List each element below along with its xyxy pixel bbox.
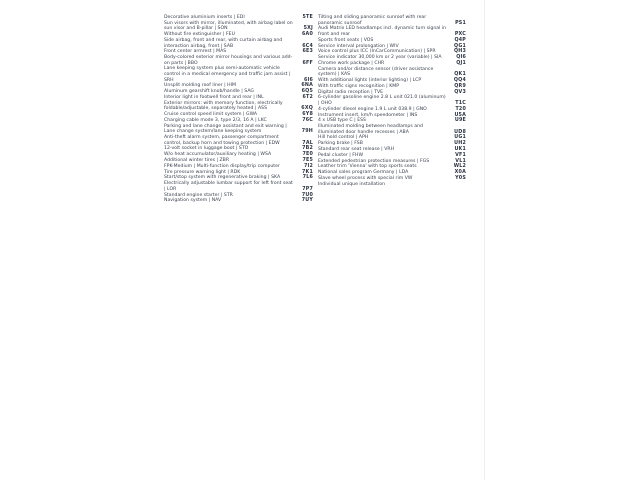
equipment-code: PS1 <box>455 20 466 26</box>
equipment-description: Side airbag, front and rear, with curtain airbag and interaction airbag, front | SAB <box>164 37 283 49</box>
equipment-code: 7L6 <box>302 175 313 181</box>
equipment-description: Leather trim 'Vienna' with top sports seats <box>318 164 417 170</box>
equipment-item <box>164 112 313 118</box>
equipment-code: 6XQ <box>301 106 313 112</box>
equipment-description: Front center armrest | MAS <box>164 49 227 55</box>
equipment-description: Aluminum gearshift knob/handle | SAG <box>164 89 254 95</box>
equipment-description: Voice control plus ICC (InCarCommunication) | SPR <box>318 49 436 55</box>
equipment-code: X0A <box>454 170 466 176</box>
equipment-code: 7UY <box>301 198 313 204</box>
equipment-code: 5TE <box>302 15 313 20</box>
equipment-item <box>318 153 466 159</box>
equipment-description: Electrically adjustable lumbar support for left front seat | LOR <box>164 181 293 192</box>
equipment-item <box>318 38 466 44</box>
equipment-item <box>318 141 466 147</box>
equipment-description: Hill hold control | APH <box>318 135 369 141</box>
equipment-description: Standard rear seat release | VRH <box>318 147 395 153</box>
equipment-description: Without fire extinguisher | FEU <box>164 32 235 38</box>
equipment-description: 12-volt socket in luggage boot | STO <box>164 146 249 152</box>
equipment-description: With additional lights (interior lighting) | LCP <box>318 78 422 84</box>
equipment-code: 6Q5 <box>301 89 313 95</box>
equipment-code: T1C <box>455 100 466 106</box>
equipment-item <box>164 21 313 32</box>
equipment-code: UD8 <box>454 129 466 135</box>
equipment-code: 7E0 <box>302 152 313 158</box>
equipment-code: 7AL <box>302 140 313 146</box>
equipment-code: 7I2 <box>303 163 313 169</box>
equipment-description: Pedal cluster | FHW <box>318 152 364 158</box>
equipment-item <box>164 124 313 135</box>
equipment-description: Individual unique installation <box>318 181 386 187</box>
equipment-item <box>164 152 313 158</box>
equipment-code: VL1 <box>455 158 466 164</box>
equipment-code: QR9 <box>454 83 466 89</box>
equipment-description: 4-cylinder diesel engine 1.9 L unit 038.9 | GNO <box>318 106 427 112</box>
equipment-item <box>164 181 313 192</box>
equipment-code: 7K1 <box>302 169 313 175</box>
equipment-code: UH2 <box>454 141 466 147</box>
equipment-description: Standard engine starter | STR <box>164 192 233 198</box>
equipment-description: National sales program Germany | LDA <box>318 170 409 176</box>
equipment-description: Parking brake | FSB <box>318 141 363 147</box>
equipment-description: Instrument insert, km/h speedometer | INS <box>318 112 418 118</box>
equipment-description: Audi Matrix LED headlamps incl. dynamic turn signal in front and rear <box>318 26 447 37</box>
equipment-item <box>318 67 466 78</box>
equipment-description: Extended pedestrian protection measures | FGS <box>318 158 430 164</box>
equipment-description: Interior light in footwell front and rear | INL <box>164 95 264 100</box>
equipment-code: U9E <box>454 118 466 124</box>
equipment-description: Slave wheel process with special rim VW <box>318 175 413 181</box>
equipment-code: 6T2 <box>302 95 313 100</box>
equipment-code: U5A <box>454 112 466 118</box>
equipment-code: Y0S <box>455 175 466 181</box>
equipment-code: 6NA <box>301 83 313 89</box>
equipment-item <box>164 135 313 146</box>
equipment-item <box>164 66 313 83</box>
equipment-description: Unsplit molding roof liner | HIM <box>164 83 236 89</box>
equipment-description: Anti-theft alarm system, passenger compartment control, backup horn and towing protection | EDW <box>164 135 280 146</box>
equipment-description: Tilting and sliding panoramic sunroof with rear panoramic sunroof <box>318 15 427 26</box>
equipment-code: QV3 <box>454 89 466 95</box>
equipment-list-right <box>318 15 466 188</box>
equipment-code: 7E5 <box>302 158 313 164</box>
equipment-item <box>318 15 466 26</box>
equipment-code: WL2 <box>453 164 466 170</box>
equipment-item <box>318 55 466 61</box>
equipment-description: 4 x USB type C | ESS <box>318 118 366 124</box>
equipment-code: 76C <box>302 117 313 123</box>
equipment-description: Cruise control speed limit system | GWA <box>164 112 258 118</box>
equipment-code: QH3 <box>453 49 466 55</box>
equipment-code: 7U0 <box>301 192 313 198</box>
equipment-code: VF1 <box>455 152 466 158</box>
equipment-code: 6I6 <box>303 77 313 83</box>
equipment-description: Additional winter tires | ZBR <box>164 158 230 164</box>
equipment-code: 79H <box>301 129 313 135</box>
equipment-description: Tire pressure warning light | RDK <box>164 169 241 175</box>
equipment-description: Chrome work package | CHR <box>318 60 385 66</box>
equipment-description: Illuminated molding between headlamps and illuminated door handle recesses | ABA <box>318 124 423 135</box>
equipment-code: UG1 <box>454 135 466 141</box>
equipment-code: QI6 <box>456 55 466 61</box>
equipment-item <box>164 89 313 95</box>
equipment-description: Service indicator 30,000 km or 2 year (variable) | SIA <box>318 55 442 61</box>
equipment-item <box>164 164 313 170</box>
equipment-description: Sports front seats | VOS <box>318 37 374 43</box>
equipment-description: FPK-Medium | Multi-function display/trip computer <box>164 163 280 169</box>
equipment-item <box>318 147 466 153</box>
equipment-description: Service interval prolongation | WIV <box>318 43 399 49</box>
equipment-item <box>318 107 466 113</box>
equipment-item <box>164 158 313 164</box>
equipment-item <box>164 15 313 21</box>
equipment-item <box>318 61 466 67</box>
equipment-code: 6FF <box>302 60 313 66</box>
equipment-description: With traffic signs recognition | KMP <box>318 83 400 89</box>
equipment-code: 6A0 <box>302 32 313 38</box>
equipment-description: W/o heat accumulator/auxiliary heating | WSA <box>164 152 272 158</box>
equipment-description: Sun visors with mirror, illuminated, with airbag label on sun visor and B-pillar | SON <box>164 20 293 32</box>
equipment-description: Camera and/or distance sensor (driver assistance system) | KAS <box>318 66 434 78</box>
equipment-code: QK1 <box>454 72 466 78</box>
equipment-item <box>318 170 466 176</box>
equipment-code: 6Y8 <box>302 112 313 118</box>
equipment-code: 6C4 <box>302 43 313 49</box>
equipment-code: PXC <box>454 31 466 37</box>
equipment-list-left <box>164 15 313 204</box>
equipment-item <box>164 101 313 112</box>
equipment-item <box>318 176 466 182</box>
equipment-description: Charging cable mode 3, type 2/3, 16 A | LKC <box>164 117 267 123</box>
equipment-item <box>318 182 466 188</box>
equipment-code: QJ1 <box>456 60 466 66</box>
equipment-code: QQ4 <box>453 78 466 84</box>
equipment-item <box>164 38 313 49</box>
page-edge-line <box>484 0 485 480</box>
equipment-code: Q4P <box>454 37 466 43</box>
equipment-code: 7P7 <box>302 186 313 192</box>
equipment-item <box>318 124 466 135</box>
equipment-item <box>318 95 466 106</box>
equipment-code: 7B2 <box>302 146 313 152</box>
equipment-code: 6E3 <box>302 49 313 55</box>
equipment-item <box>164 95 313 101</box>
equipment-code: 5XJ <box>303 26 313 32</box>
equipment-description: Decorative aluminium inserts | EDI <box>164 15 245 20</box>
equipment-description: Start/stop system with regenerative braking | SKA <box>164 175 281 181</box>
equipment-item <box>318 78 466 84</box>
equipment-item <box>318 26 466 37</box>
equipment-item <box>164 32 313 38</box>
equipment-item <box>164 55 313 66</box>
equipment-code: UK1 <box>454 147 466 153</box>
equipment-description: Lane keeping system plus semi-automatic vehicle control in a medical emergency and traffic jam assist | SRH <box>164 66 291 83</box>
equipment-description: Exterior mirrors: with memory function, electrically foldable/adjustable, separately heated | ASS <box>164 100 283 112</box>
equipment-description: Body-colored exterior mirror housings and various add-on parts | BBO <box>164 55 293 66</box>
equipment-description: Parking and lane change assistant and exit warning | Lane change system/lane keeping system <box>164 123 287 135</box>
equipment-item <box>164 198 313 204</box>
equipment-item <box>164 118 313 124</box>
equipment-item <box>318 84 466 90</box>
equipment-description: Navigation system | NAV <box>164 198 222 204</box>
equipment-description: Digital radio reception | TVE <box>318 89 384 95</box>
equipment-code: T20 <box>455 106 466 112</box>
equipment-code: QG1 <box>454 43 466 49</box>
equipment-description: 6-cylinder gasoline engine 2.8 L unit 021.0 (aluminum) | OHO <box>318 95 446 106</box>
